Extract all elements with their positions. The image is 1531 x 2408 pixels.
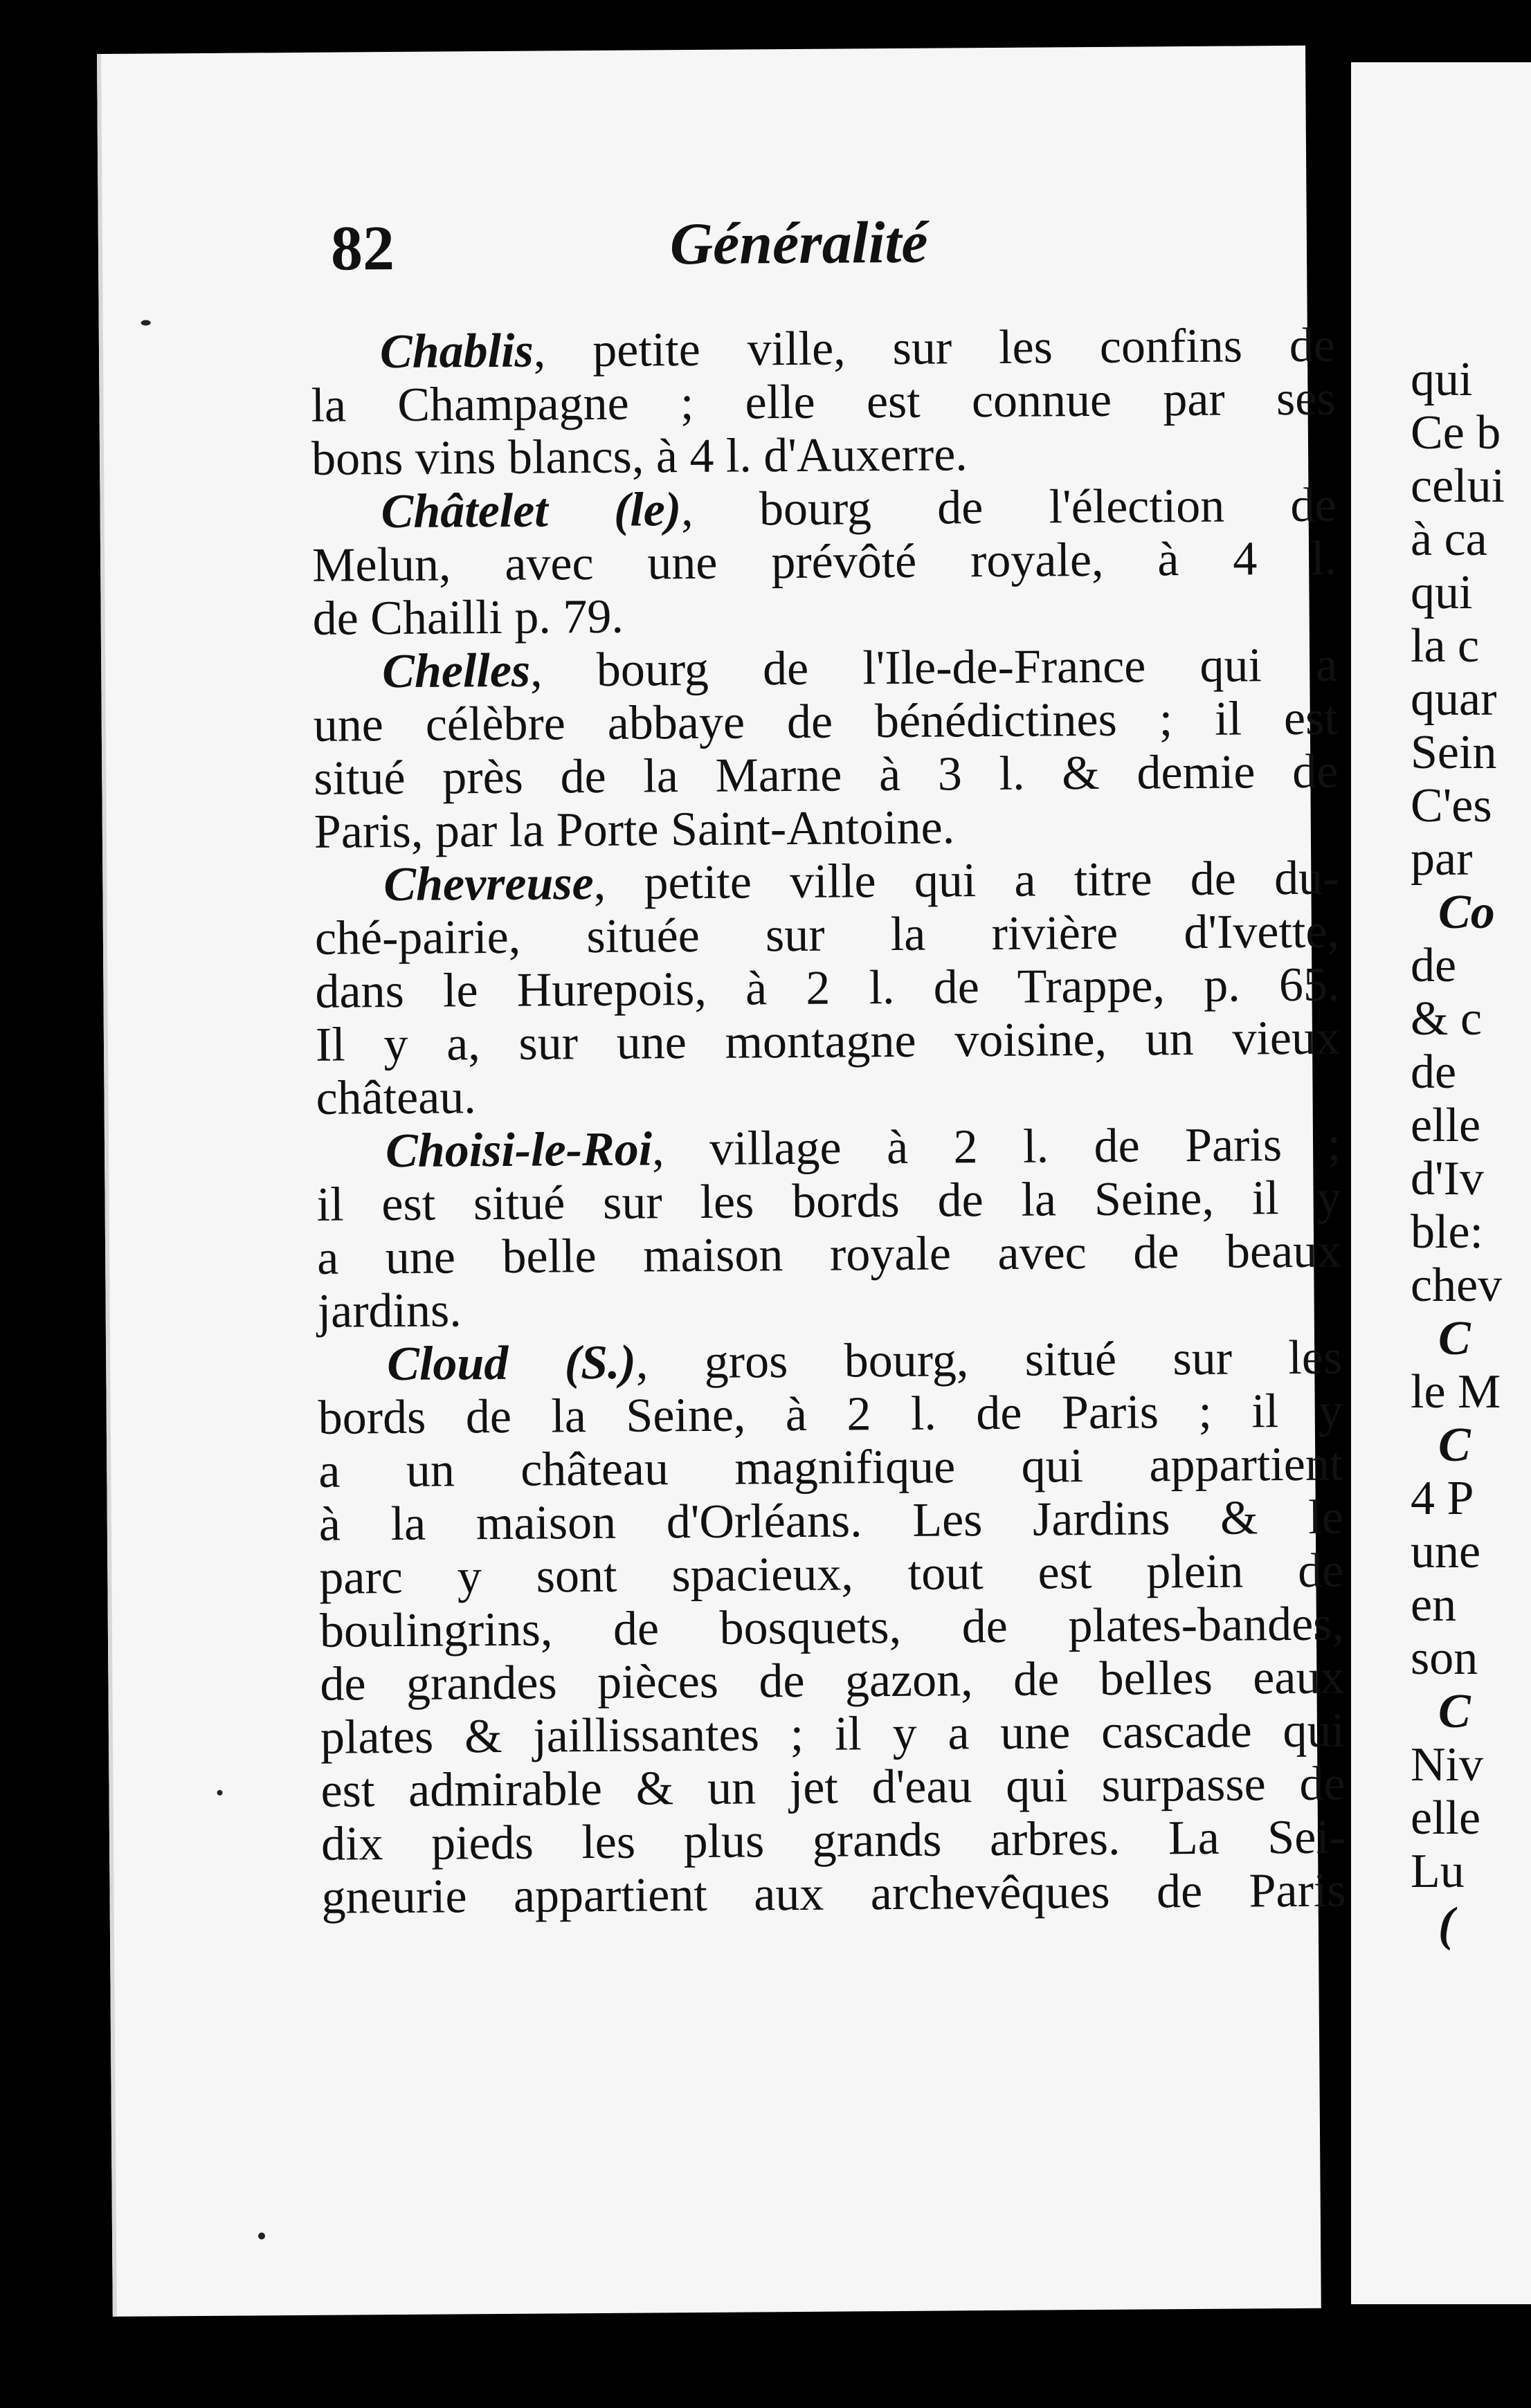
fragment-line: qui bbox=[1411, 353, 1473, 406]
fragment-line: C bbox=[1438, 1419, 1471, 1472]
entry-line bbox=[314, 852, 1339, 912]
entry-line: Melun, avec une prévôté royale, à 4 l. bbox=[311, 531, 1337, 592]
paper-speck bbox=[141, 320, 151, 325]
entry-line: à la maison d'Orléans. Les Jardins & le bbox=[318, 1490, 1344, 1551]
fragment-line: elle bbox=[1411, 1791, 1481, 1845]
fragment-line: de bbox=[1411, 1046, 1457, 1099]
entry-line: a un château magnifique qui appartient bbox=[318, 1437, 1343, 1498]
fragment-line: quar bbox=[1411, 673, 1497, 726]
paper-speck bbox=[258, 2232, 265, 2239]
fragment-line: en bbox=[1411, 1578, 1457, 1632]
entry-line bbox=[313, 639, 1338, 699]
fragment-line: C'es bbox=[1411, 779, 1492, 832]
entry-chablis bbox=[311, 319, 1337, 486]
entry-line: il est situé sur les bords de la Seine, il y bbox=[316, 1171, 1341, 1232]
entry-text: , village à 2 l. de Paris ; bbox=[651, 1118, 1341, 1176]
entry-line: boulingrins, de bosquets, de plates-bandes, bbox=[319, 1597, 1345, 1658]
adjacent-page-fragment bbox=[1351, 62, 1531, 2304]
entry-line bbox=[311, 479, 1337, 539]
fragment-line: à ca bbox=[1411, 513, 1487, 566]
entry-line: est admirable & un jet d'eau qui surpasse de bbox=[320, 1757, 1346, 1818]
entry-line bbox=[318, 1331, 1343, 1391]
entry-line: la Champagne ; elle est connue par ses bbox=[311, 372, 1336, 432]
fragment-line: Niv bbox=[1411, 1738, 1483, 1791]
fragment-line: Ce b bbox=[1411, 406, 1501, 459]
entry-text: , petite ville qui a titre de du- bbox=[593, 851, 1339, 911]
entry-line: château. bbox=[316, 1070, 477, 1125]
entry-line: a une belle maison royale avec de beaux bbox=[316, 1224, 1342, 1285]
fragment-line: de bbox=[1411, 939, 1457, 992]
entry-line bbox=[316, 1118, 1341, 1178]
entry-line: plates & jaillissantes ; il y a une cascade qui bbox=[320, 1704, 1346, 1764]
entry-line: Paris, par la Porte Saint-Antoine. bbox=[314, 801, 955, 859]
fragment-line: d'Iv bbox=[1411, 1152, 1484, 1205]
entry-headword: Cloud (S.) bbox=[386, 1335, 637, 1392]
entry-headword: Chelles bbox=[381, 644, 531, 699]
entry-line: situé près de la Marne à 3 l. & demie de bbox=[314, 745, 1339, 805]
entry-chatelet bbox=[311, 479, 1337, 646]
entry-line: dix pieds les plus grands arbres. La Sei- bbox=[320, 1810, 1346, 1871]
entry-line bbox=[311, 319, 1336, 379]
fragment-line: & c bbox=[1411, 992, 1483, 1046]
fragment-line: C bbox=[1438, 1685, 1471, 1738]
fragment-line: par bbox=[1411, 832, 1473, 886]
fragment-line: ble: bbox=[1411, 1205, 1483, 1259]
running-title: Généralité bbox=[669, 208, 928, 277]
entry-line: jardins. bbox=[317, 1284, 462, 1338]
entry-chevreuse bbox=[314, 852, 1341, 1125]
fragment-line: chev bbox=[1411, 1259, 1503, 1312]
fragment-line: son bbox=[1411, 1632, 1478, 1685]
text-block bbox=[311, 319, 1346, 1924]
entry-text: , gros bourg, situé sur les bbox=[635, 1331, 1343, 1389]
fragment-line: Sein bbox=[1411, 726, 1497, 779]
entry-headword: Chablis bbox=[379, 324, 534, 379]
fragment-line: qui bbox=[1411, 566, 1473, 619]
fragment-line: ( bbox=[1438, 1898, 1455, 1951]
fragment-line: C bbox=[1438, 1312, 1471, 1365]
entry-cloud bbox=[318, 1331, 1346, 1924]
entry-chelles bbox=[313, 639, 1339, 859]
fragment-line: une bbox=[1411, 1525, 1481, 1578]
entry-line: une célèbre abbaye de bénédictines ; il est bbox=[313, 691, 1339, 752]
entry-line: ché-pairie, située sur la rivière d'Ivette, bbox=[314, 904, 1340, 965]
entry-line: gneurie appartient aux archevêques de Paris bbox=[321, 1863, 1346, 1924]
entry-line: Il y a, sur une montagne voisine, un vieux bbox=[315, 1011, 1341, 1072]
paper-speck bbox=[217, 1790, 223, 1796]
fragment-line: le M bbox=[1411, 1365, 1501, 1419]
entry-line: bons vins blancs, à 4 l. d'Auxerre. bbox=[311, 428, 968, 486]
fragment-line: la c bbox=[1411, 619, 1480, 673]
entry-choisi-le-roi bbox=[316, 1118, 1342, 1338]
fragment-line: elle bbox=[1411, 1099, 1481, 1152]
adjacent-page-text bbox=[1411, 353, 1505, 1951]
book-page bbox=[97, 46, 1346, 2317]
page-header bbox=[102, 205, 1307, 317]
fragment-line: Lu bbox=[1411, 1845, 1465, 1898]
entry-headword: Chevreuse bbox=[383, 857, 594, 912]
entry-line: de Chailli p. 79. bbox=[312, 590, 624, 646]
fragment-line: Co bbox=[1438, 886, 1495, 939]
entry-headword: Choisi-le-Roi bbox=[385, 1122, 653, 1178]
entry-line: de grandes pièces de gazon, de belles eaux bbox=[320, 1650, 1345, 1711]
entry-line: dans le Hurepois, à 2 l. de Trappe, p. 65. bbox=[315, 958, 1340, 1019]
entry-text: , petite ville, sur les confins de bbox=[533, 318, 1336, 378]
entry-text: , bourg de l'élection de bbox=[680, 478, 1337, 537]
entry-line: parc y sont spacieux, tout est plein de bbox=[319, 1544, 1344, 1605]
entry-line: bords de la Seine, à 2 l. de Paris ; il y bbox=[318, 1384, 1343, 1445]
fragment-line: celui bbox=[1411, 459, 1505, 513]
fragment-line: 4 P bbox=[1411, 1472, 1474, 1525]
entry-headword: Châtelet (le) bbox=[381, 483, 682, 539]
page-number: 82 bbox=[330, 212, 395, 284]
entry-text: , bourg de l'Ile-de-France qui a bbox=[529, 638, 1338, 697]
